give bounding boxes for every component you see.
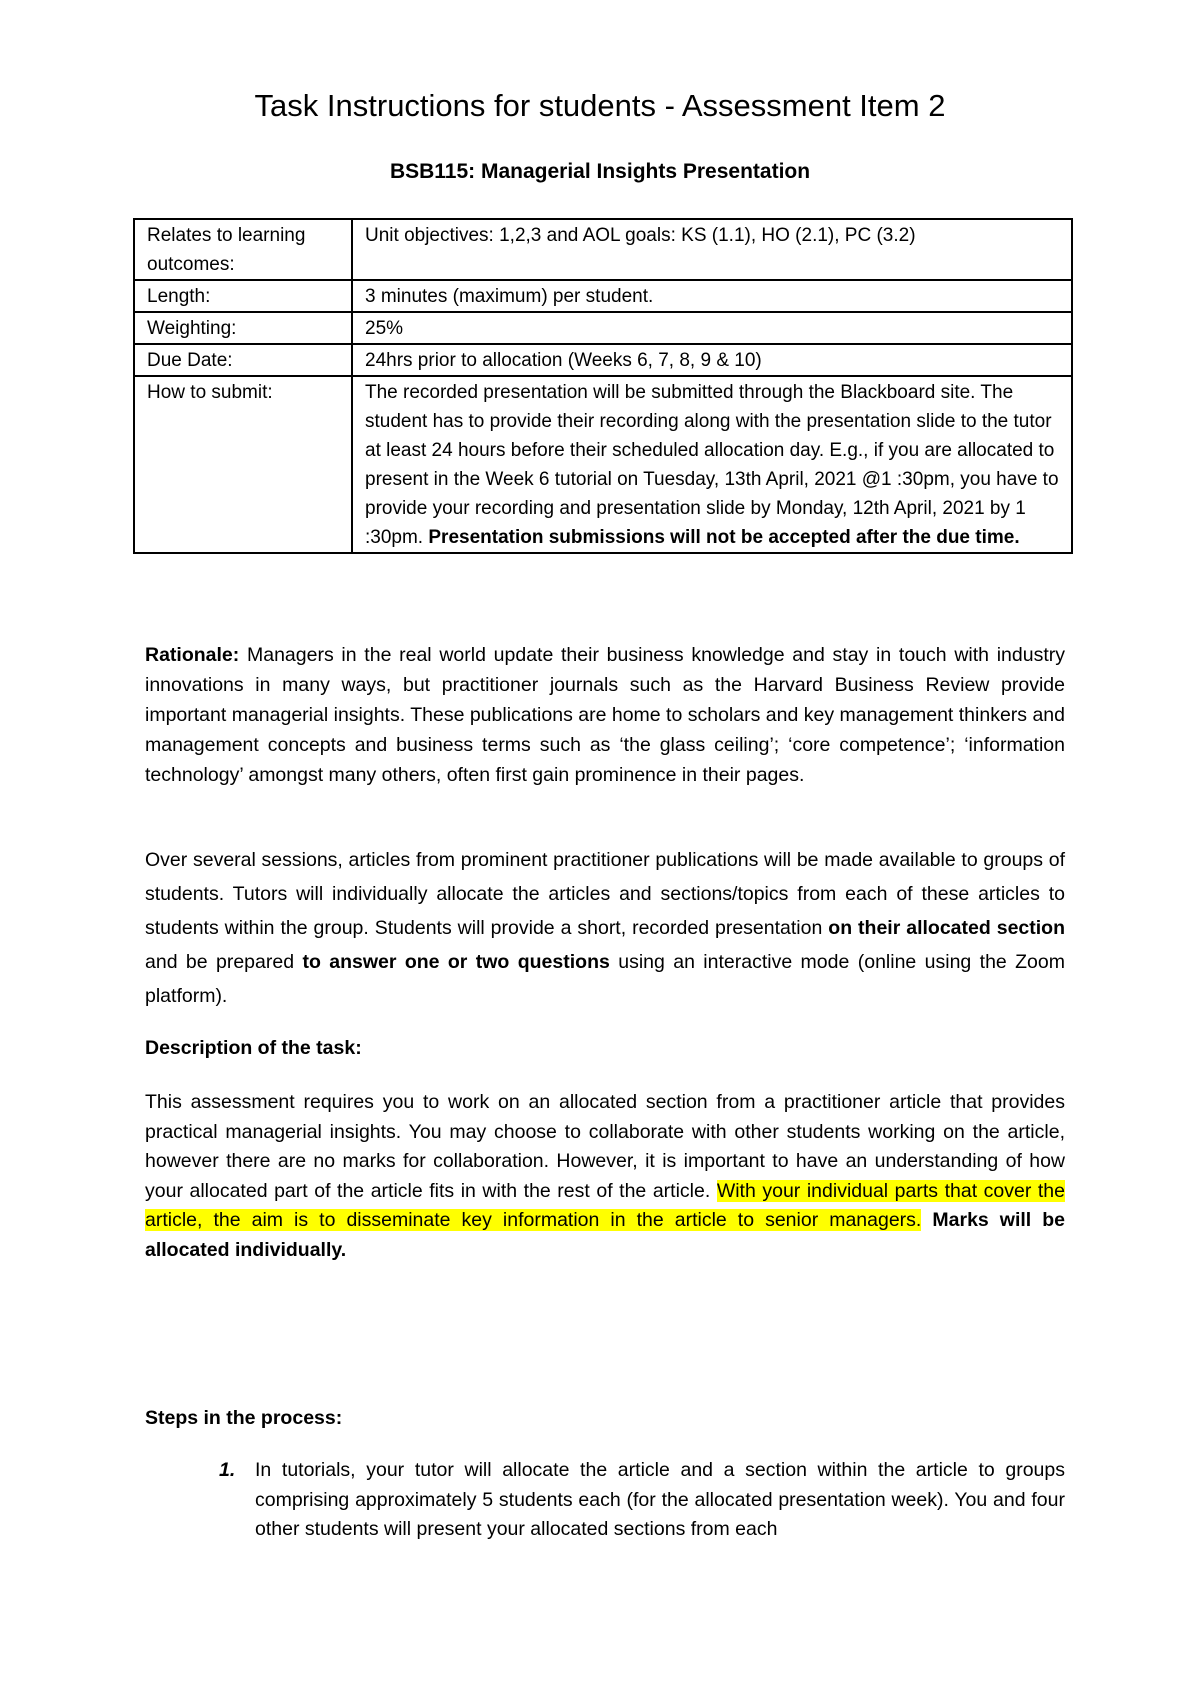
row-label: Weighting: bbox=[134, 312, 352, 344]
step-text: In tutorials, your tutor will allocate the article and a section within the article to groups comprising approximately 5 students each (for the allocated presentation week). You and four other students will present your allocated sections from each bbox=[255, 1459, 1065, 1540]
row-label: Relates to learning outcomes: bbox=[134, 219, 352, 280]
overview-emphasis: on their allocated section bbox=[828, 917, 1065, 939]
rationale-text: Managers in the real world update their business knowledge and stay in touch with industry innovations in many ways, but practitioner journals such as the Harvard Business Review provide important managerial insights. These publications are home to scholars and key management thinkers and management concepts and business terms such as ‘the glass ceiling’; ‘core competence’; ‘information technology’ amongst many others, often first gain prominence in their pages. bbox=[145, 644, 1065, 786]
assessment-info-table bbox=[133, 218, 1073, 554]
rationale-paragraph bbox=[145, 640, 1065, 790]
document-subtitle: BSB115: Managerial Insights Presentation bbox=[389, 160, 811, 183]
table-row bbox=[134, 312, 1072, 344]
highlighted-text: With your individual parts that cover the article, the aim is to disseminate key information in the article to senior managers. bbox=[145, 1179, 1065, 1231]
row-value: 24hrs prior to allocation (Weeks 6, 7, 8, 9 & 10) bbox=[352, 344, 1072, 376]
overview-emphasis: to answer one or two questions bbox=[302, 951, 610, 973]
description-text: This assessment requires you to work on an allocated section from a practitioner article that provides practical managerial insights. You may choose to collaborate with other students working on the article, however there are no marks for collaboration. However, it is important to have an understanding of how your allocated part of the article fits in with the rest of the article. bbox=[145, 1091, 1065, 1202]
document-title: Task Instructions for students - Assessment Item 2 bbox=[254, 88, 946, 123]
overview-text: and be prepared bbox=[145, 951, 295, 973]
steps-list bbox=[145, 1456, 1065, 1545]
row-label: Length: bbox=[134, 280, 352, 312]
overview-text: using an interactive mode (online using the Zoom platform). bbox=[145, 951, 1065, 1007]
row-value: 3 minutes (maximum) per student. bbox=[352, 280, 1072, 312]
overview-paragraph bbox=[145, 843, 1065, 1013]
submit-warning: Presentation submissions will not be accepted after the due time. bbox=[428, 527, 1020, 548]
table-row bbox=[134, 280, 1072, 312]
step-number: 1. bbox=[219, 1459, 236, 1481]
row-label: Due Date: bbox=[134, 344, 352, 376]
row-value bbox=[352, 376, 1072, 553]
description-heading: Description of the task: bbox=[145, 1037, 362, 1059]
row-value: 25% bbox=[352, 312, 1072, 344]
rationale-label: Rationale: bbox=[145, 644, 240, 666]
steps-heading: Steps in the process: bbox=[145, 1407, 343, 1429]
table-row bbox=[134, 376, 1072, 553]
row-label: How to submit: bbox=[134, 376, 352, 553]
description-emphasis: Marks will be allocated individually. bbox=[145, 1209, 1065, 1261]
submit-instructions: The recorded presentation will be submitted through the Blackboard site. The student has to provide their recording along with the presentation slide to the tutor at least 24 hours before their scheduled allocation day. E.g., if you are allocated to present in the Week 6 tutorial on Tuesday, 13th April, 2021 @1 :30pm, you have to provide your recording and presentation slide by Monday, 12th April, 2021 by 1 :30pm. bbox=[365, 382, 1059, 548]
description-paragraph bbox=[145, 1088, 1065, 1265]
list-item bbox=[145, 1456, 1065, 1545]
overview-text: Over several sessions, articles from prominent practitioner publications will be made available to groups of students. Tutors will individually allocate the articles and sections/topics from each of these articles to students within the group. Students will provide a short, recorded presentation bbox=[145, 849, 1065, 939]
row-value: Unit objectives: 1,2,3 and AOL goals: KS (1.1), HO (2.1), PC (3.2) bbox=[352, 219, 1072, 280]
table-row bbox=[134, 344, 1072, 376]
table-row bbox=[134, 219, 1072, 280]
